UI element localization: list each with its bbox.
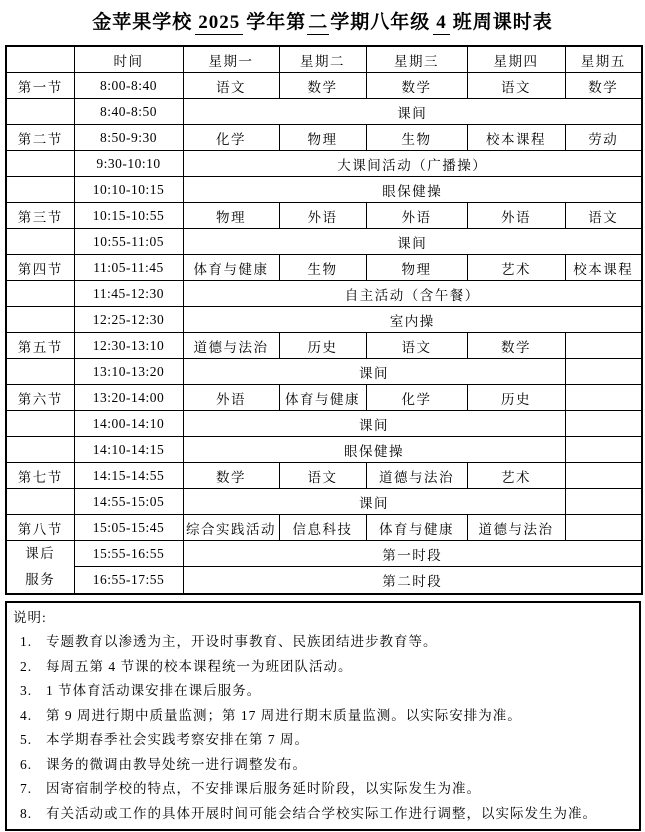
time-cell: 10:10-10:15 [74, 177, 183, 203]
subject-cell: 化学 [366, 385, 467, 411]
weekly-timetable [5, 45, 643, 595]
section-cell: 第二节 [6, 125, 74, 151]
break-row [6, 489, 642, 515]
time-cell: 11:45-12:30 [74, 281, 183, 307]
subject-cell: 综合实践活动 [183, 515, 279, 541]
lesson-row-2 [6, 125, 642, 151]
notes-box [5, 601, 641, 831]
activity-cell: 眼保健操 [183, 437, 565, 463]
time-cell: 13:10-13:20 [74, 359, 183, 385]
subject-cell: 物理 [183, 203, 279, 229]
lesson-row-4 [6, 255, 642, 281]
subject-cell: 道德与法治 [183, 333, 279, 359]
activity-cell: 眼保健操 [183, 177, 642, 203]
subject-cell: 化学 [183, 125, 279, 151]
after-school-row-2 [6, 567, 642, 594]
note-text: 因寄宿制学校的特点，不安排课后服务延时阶段，以实际发生为准。 [46, 781, 481, 796]
subject-cell: 数学 [565, 73, 642, 99]
subject-cell [565, 411, 642, 437]
activity-cell: 第一时段 [183, 541, 642, 567]
note-number: 3. [20, 683, 33, 698]
section-cell: 第八节 [6, 515, 74, 541]
note-text: 每周五第 4 节课的校本课程统一为班团队活动。 [46, 658, 353, 674]
subject-cell [565, 359, 642, 385]
activity-cell: 自主活动（含午餐） [183, 281, 642, 307]
section-cell [6, 411, 74, 437]
time-cell: 15:05-15:45 [74, 515, 183, 541]
section-cell: 第七节 [6, 463, 74, 489]
title-term-underlined: 二 [308, 12, 329, 33]
broadcast-exercise-row [6, 151, 642, 177]
time-cell: 13:20-14:00 [74, 385, 183, 411]
after-school-row-1 [6, 541, 642, 567]
corner-cell [6, 46, 74, 73]
time-cell: 14:00-14:10 [74, 411, 183, 437]
subject-cell: 外语 [366, 203, 467, 229]
note-number: 5. [20, 732, 33, 747]
section-cell: 第四节 [6, 255, 74, 281]
day-header-friday: 星期五 [565, 46, 642, 73]
note-number: 6. [20, 756, 33, 772]
subject-cell: 体育与健康 [366, 515, 467, 541]
title-part1: 金苹果学校 [92, 12, 193, 33]
section-cell [6, 177, 74, 203]
header-row [6, 46, 642, 73]
subject-cell: 体育与健康 [279, 385, 366, 411]
section-cell [6, 229, 74, 255]
subject-cell [565, 515, 642, 541]
note-item-3 [13, 679, 633, 704]
subject-cell: 物理 [366, 255, 467, 281]
lesson-row-7 [6, 463, 642, 489]
note-text: 有关活动或工作的具体开展时间可能会结合学校实际工作进行调整，以实际发生为准。 [46, 805, 597, 821]
subject-cell: 艺术 [467, 255, 565, 281]
subject-cell [565, 333, 642, 359]
break-row [6, 411, 642, 437]
activity-cell: 课间 [183, 229, 642, 255]
title-part3: 学期八年级 [330, 12, 431, 33]
subject-cell: 数学 [183, 463, 279, 489]
time-cell: 8:40-8:50 [74, 99, 183, 125]
subject-cell: 历史 [279, 333, 366, 359]
eye-exercise-row [6, 437, 642, 463]
subject-cell: 数学 [467, 333, 565, 359]
time-cell: 14:15-14:55 [74, 463, 183, 489]
lesson-row-8 [6, 515, 642, 541]
subject-cell: 道德与法治 [366, 463, 467, 489]
subject-cell: 数学 [279, 73, 366, 99]
subject-cell: 语文 [279, 463, 366, 489]
subject-cell: 校本课程 [467, 125, 565, 151]
title-year-underlined: 2025 [195, 12, 243, 35]
time-cell: 12:25-12:30 [74, 307, 183, 333]
activity-cell: 课间 [183, 99, 642, 125]
note-number: 7. [20, 781, 33, 796]
note-item-4 [13, 704, 633, 729]
activity-cell: 课间 [183, 359, 565, 385]
title-part4: 班周课时表 [452, 12, 553, 33]
time-cell: 14:10-14:15 [74, 437, 183, 463]
subject-cell: 语文 [467, 73, 565, 99]
subject-cell [565, 437, 642, 463]
lesson-row-5 [6, 333, 642, 359]
lesson-row-3 [6, 203, 642, 229]
subject-cell: 语文 [366, 333, 467, 359]
subject-cell: 外语 [467, 203, 565, 229]
after-school-label-line1: 课后 [25, 546, 56, 561]
subject-cell: 历史 [467, 385, 565, 411]
note-text: 专题教育以渗透为主，开设时事教育、民族团结进步教育等。 [46, 634, 438, 649]
subject-cell: 艺术 [467, 463, 565, 489]
section-cell: 第五节 [6, 333, 74, 359]
time-cell: 10:55-11:05 [74, 229, 183, 255]
title-part2: 学年第 [246, 12, 307, 33]
section-cell [6, 437, 74, 463]
activity-cell: 课间 [183, 489, 565, 515]
time-cell: 12:30-13:10 [74, 333, 183, 359]
section-cell: 第一节 [6, 73, 74, 99]
section-cell [6, 489, 74, 515]
time-cell: 8:50-9:30 [74, 125, 183, 151]
section-cell: 第六节 [6, 385, 74, 411]
subject-cell: 外语 [279, 203, 366, 229]
after-school-label-line2: 服务 [25, 572, 56, 587]
time-cell: 10:15-10:55 [74, 203, 183, 229]
subject-cell: 外语 [183, 385, 279, 411]
subject-cell: 校本课程 [565, 255, 642, 281]
note-number: 2. [20, 658, 33, 674]
section-cell [6, 281, 74, 307]
section-cell: 第三节 [6, 203, 74, 229]
day-header-wednesday: 星期三 [366, 46, 467, 73]
note-item-7 [13, 777, 633, 802]
page-title [0, 0, 645, 34]
subject-cell: 语文 [183, 73, 279, 99]
subject-cell: 劳动 [565, 125, 642, 151]
time-cell: 8:00-8:40 [74, 73, 183, 99]
time-cell: 15:55-16:55 [74, 541, 183, 567]
day-header-thursday: 星期四 [467, 46, 565, 73]
lesson-row-1 [6, 73, 642, 99]
lunch-activity-row [6, 281, 642, 307]
time-cell: 16:55-17:55 [74, 567, 183, 594]
day-header-tuesday: 星期二 [279, 46, 366, 73]
note-item-5 [13, 728, 633, 753]
section-cell [6, 307, 74, 333]
break-row [6, 99, 642, 125]
activity-cell: 课间 [183, 411, 565, 437]
day-header-monday: 星期一 [183, 46, 279, 73]
note-item-1 [13, 630, 633, 655]
note-item-2 [13, 655, 633, 680]
note-text: 1 节体育活动课安排在课后服务。 [46, 683, 262, 698]
note-number: 1. [20, 634, 33, 649]
subject-cell: 体育与健康 [183, 255, 279, 281]
subject-cell [565, 463, 642, 489]
section-cell [6, 359, 74, 385]
section-cell [6, 151, 74, 177]
section-cell [6, 99, 74, 125]
time-cell: 9:30-10:10 [74, 151, 183, 177]
lesson-row-6 [6, 385, 642, 411]
activity-cell: 第二时段 [183, 567, 642, 594]
activity-cell: 室内操 [183, 307, 642, 333]
note-number: 8. [20, 805, 33, 821]
subject-cell: 生物 [279, 255, 366, 281]
time-column-header: 时间 [74, 46, 183, 73]
title-class-underlined: 4 [433, 12, 450, 35]
after-school-section-cell [6, 541, 74, 595]
note-number: 4. [20, 707, 33, 723]
notes-heading: 说明: [13, 610, 47, 625]
subject-cell: 物理 [279, 125, 366, 151]
activity-cell: 大课间活动（广播操） [183, 151, 642, 177]
subject-cell: 道德与法治 [467, 515, 565, 541]
time-cell: 11:05-11:45 [74, 255, 183, 281]
subject-cell: 语文 [565, 203, 642, 229]
subject-cell [565, 489, 642, 515]
subject-cell: 生物 [366, 125, 467, 151]
subject-cell [565, 385, 642, 411]
note-item-6 [13, 753, 633, 778]
eye-exercise-row [6, 177, 642, 203]
indoor-exercise-row [6, 307, 642, 333]
break-row [6, 359, 642, 385]
subject-cell: 信息科技 [279, 515, 366, 541]
note-item-8 [13, 802, 633, 827]
note-text: 第 9 周进行期中质量监测；第 17 周进行期末质量监测。以实际安排为准。 [46, 707, 522, 723]
note-text: 本学期春季社会实践考察安排在第 7 周。 [46, 732, 309, 747]
subject-cell: 数学 [366, 73, 467, 99]
time-cell: 14:55-15:05 [74, 489, 183, 515]
break-row [6, 229, 642, 255]
note-text: 课务的微调由教导处统一进行调整发布。 [46, 756, 307, 772]
